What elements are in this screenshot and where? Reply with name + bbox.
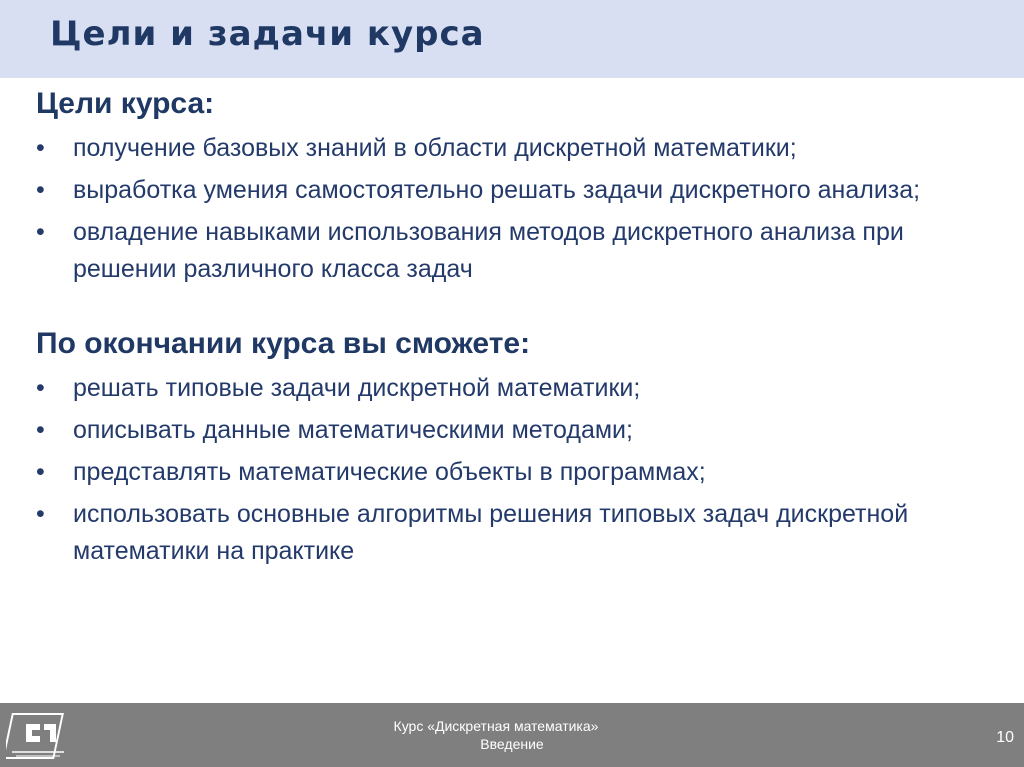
bullet-icon: • <box>36 218 45 246</box>
title-bar <box>0 0 1024 78</box>
page-number: 10 <box>996 729 1014 746</box>
goals-list <box>36 130 996 288</box>
bullet-icon: • <box>36 176 45 204</box>
list-item: • представлять математические объекты в программах; <box>36 454 996 491</box>
bullet-icon: • <box>36 416 45 444</box>
footer-course: Курс «Дискретная математика» <box>393 718 599 734</box>
skills-heading: По окончании курса вы сможете: <box>36 327 531 360</box>
skills-list <box>36 370 996 570</box>
list-item: • использовать основные алгоритмы решения типовых задач дискретной математики на практике <box>36 496 953 570</box>
slide-footer <box>0 703 1024 767</box>
list-item: • решать типовые задачи дискретной математики; <box>36 370 996 407</box>
bullet-icon: • <box>36 374 45 402</box>
bullet-icon: • <box>36 134 45 162</box>
bullet-icon: • <box>36 458 45 486</box>
list-item: • выработка умения самостоятельно решать задачи дискретного анализа; <box>36 172 953 209</box>
list-item: • получение базовых знаний в области дискретной математики; <box>36 130 996 167</box>
list-item: • овладение навыками использования методов дискретного анализа при решении различного класса задач <box>36 214 953 288</box>
list-item: • описывать данные математическими методами; <box>36 412 996 449</box>
bullet-icon: • <box>36 500 45 528</box>
footer-caption <box>0 717 1024 753</box>
footer-section: Введение <box>480 736 544 752</box>
goals-heading: Цели курса: <box>36 87 215 120</box>
slide-title: Цели и задачи курса <box>50 14 485 54</box>
slide-content <box>36 82 996 575</box>
